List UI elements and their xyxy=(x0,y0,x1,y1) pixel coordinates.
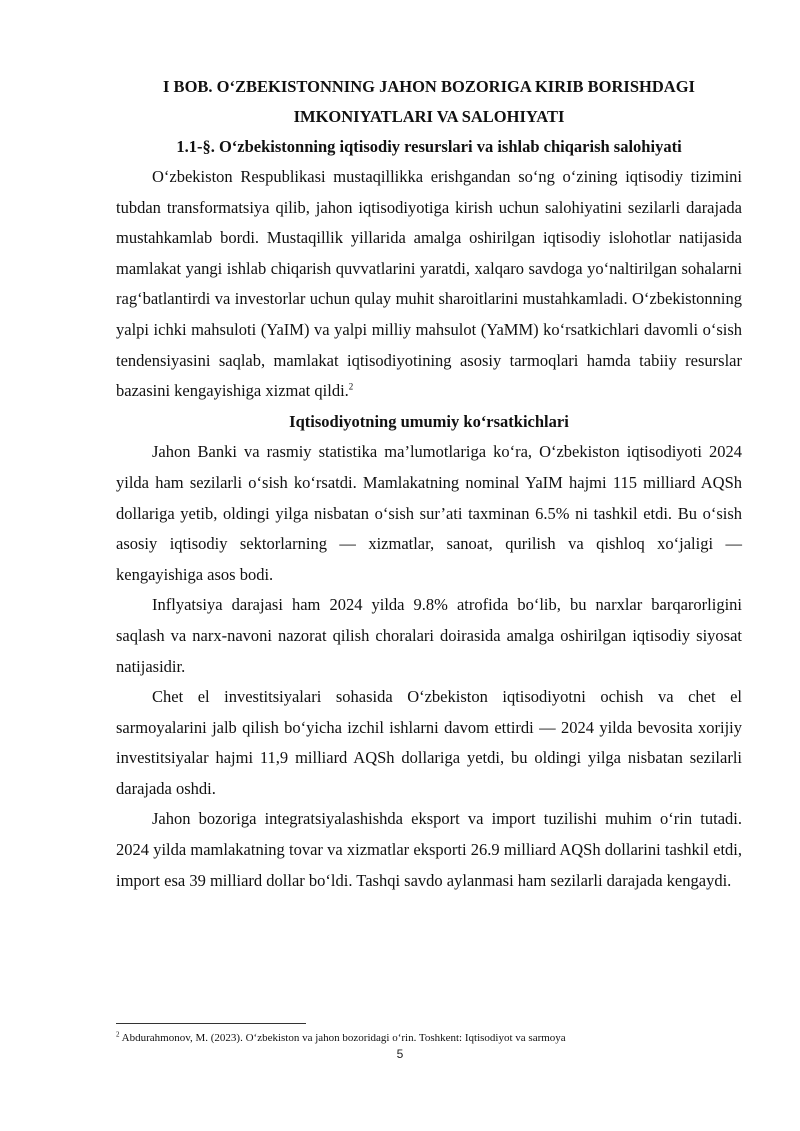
paragraph-3: Inflyatsiya darajasi ham 2024 yilda 9.8% atrofida bo‘lib, bu narxlar barqarorligini saqlash va narx-navoni nazorat qilish choralari doirasida amalga oshirilgan iqtisodiy siyosat natijasidir. xyxy=(116,595,742,676)
footnote-reference: 2 xyxy=(348,381,354,392)
chapter-title xyxy=(116,72,742,132)
paragraph-4: Chet el investitsiyalari sohasida O‘zbekiston iqtisodiyotni ochish va chet el sarmoyalarini jalb qilish bo‘yicha izchil ishlarni davom ettirdi — 2024 yilda bevosita xorijiy investitsiyalar hajmi 11,9 milliard AQSh dollariga yetdi, bu oldingi yilga nisbatan sezilarli darajada oshdi. xyxy=(116,687,742,798)
section-title: 1.1-§. O‘zbekistonning iqtisodiy resurslari va ishlab chiqarish salohiyati xyxy=(176,137,682,156)
footnote xyxy=(116,1031,742,1045)
paragraph-1 xyxy=(116,162,742,407)
paragraph-1-text: O‘zbekiston Respublikasi mustaqillikka erishgandan so‘ng o‘zining iqtisodiy tizimini tubdan transformatsiya qilib, jahon iqtisodiyotiga kirish uchun salohiyatini sezilarli darajada mustahkamlab bordi. Mustaqillik yillarida amalga oshirilgan iqtisodiy islohotlar natijasida mamlakat yangi ishlab chiqarish quvvatlarini yaratdi, xalqaro savdoga yo‘naltirilgan sohalarni rag‘batlantirdi va investorlar uchun qulay muhit sharoitlarini mustahkamladi. O‘zbekistonning yalpi ichki mahsuloti (YaIM) va yalpi milliy mahsulot (YaMM) ko‘rsatkichlari davomli o‘sish tendensiyasini saqlab, mamlakat iqtisodiyotining asosiy tarmoqlari hamda tabiiy resurslar bazasini kengayishiga xizmat qildi. xyxy=(116,167,742,401)
footnote-divider xyxy=(116,1023,306,1024)
paragraph-2: Jahon Banki va rasmiy statistika ma’lumotlariga ko‘ra, O‘zbekiston iqtisodiyoti 2024 yilda ham sezilarli o‘sish ko‘rsatdi. Mamlakatning nominal YaIM hajmi 115 milliard AQSh dollariga yetib, oldingi yilga nisbatan o‘sish sur’ati taxminan 6.5% ni tashkil etdi. Bu o‘sish asosiy iqtisodiy sektorlarning — xizmatlar, sanoat, qurilish va qishloq xo‘jaligi — kengayishiga asos bodi. xyxy=(116,442,742,584)
footnote-number: 2 xyxy=(116,1030,120,1039)
chapter-title-line2: IMKONIYATLARI VA SALOHIYATI xyxy=(293,107,565,126)
chapter-title-line1: I BOB. O‘ZBEKISTONNING JAHON BOZORIGA KIRIB BORISHDAGI xyxy=(163,77,695,96)
page-number: 5 xyxy=(396,1047,404,1061)
subheading: Iqtisodiyotning umumiy ko‘rsatkichlari xyxy=(289,411,569,431)
document-page xyxy=(116,72,742,896)
footnote-text: Abdurahmonov, M. (2023). O‘zbekiston va jahon bozoridagi o‘rin. Toshkent: Iqtisodiyot va sarmoya xyxy=(119,1032,566,1044)
paragraph-5: Jahon bozoriga integratsiyalashishda eksport va import tuzilishi muhim o‘rin tutadi. 2024 yilda mamlakatning tovar va xizmatlar eksporti 26.9 milliard AQSh dollarini tashkil etdi, import esa 39 milliard dollar bo‘ldi. Tashqi savdo aylanmasi ham sezilarli darajada kengaydi. xyxy=(116,809,742,890)
